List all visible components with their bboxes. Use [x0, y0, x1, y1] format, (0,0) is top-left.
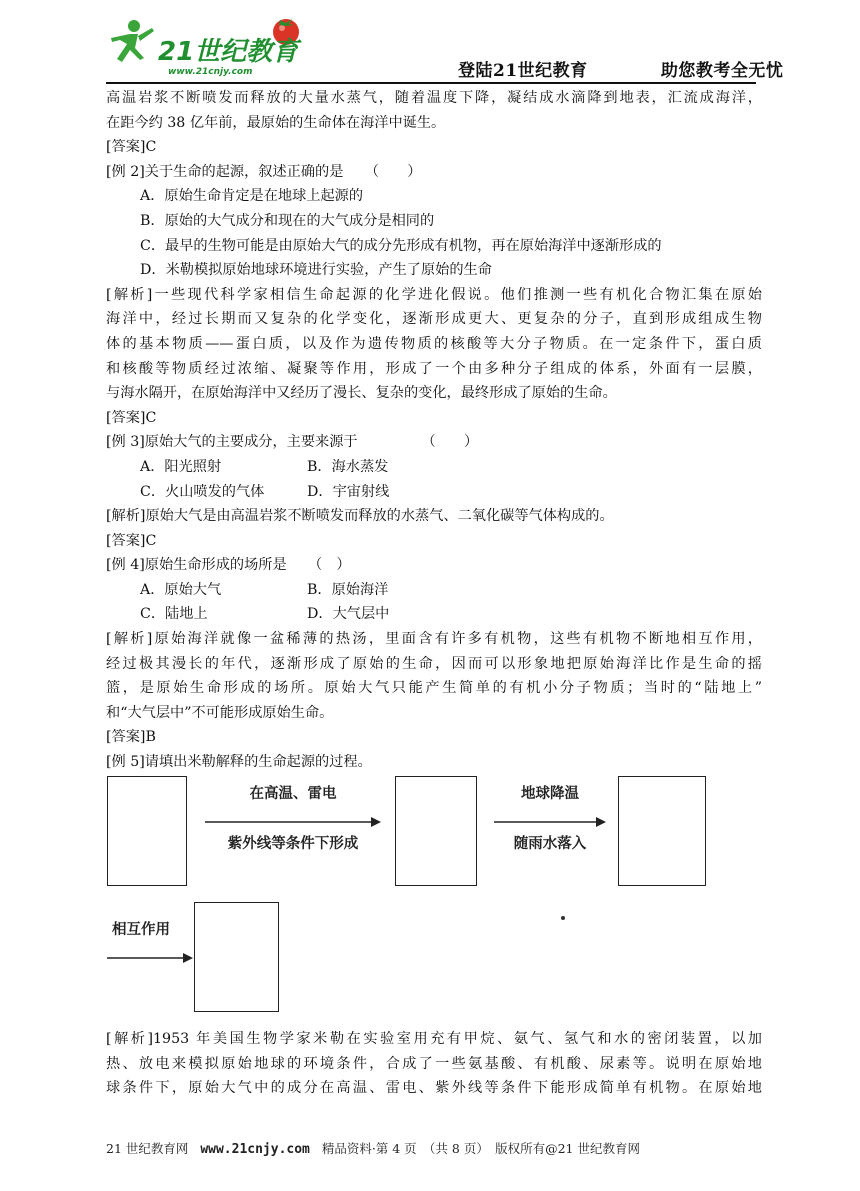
option-c: C．最早的生物可能是由原始大气的成分先形成有机物，再在原始海洋中逐渐形成的 [140, 237, 662, 254]
site-logo [108, 12, 308, 78]
logo-url: www.21cnjy.com [168, 67, 253, 77]
blank-box-3 [618, 776, 706, 886]
answer-line: [答案]C [106, 532, 157, 549]
running-figure-icon [111, 20, 154, 62]
explanation-line: [解析]原始大气是由高温岩浆不断喷发而释放的水蒸气、二氧化碳等气体构成的。 [106, 508, 614, 525]
options-row [106, 455, 762, 480]
page-footer [106, 1139, 640, 1157]
question-5: [例 5]请填出米勒解释的生命起源的过程。 [106, 754, 372, 771]
question-4: [例 4]原始生命形成的场所是 （ ） [106, 557, 351, 574]
content-upper [106, 86, 762, 775]
option-a: A．原始生命肯定是在地球上起源的 [140, 188, 364, 205]
options-row [106, 578, 762, 603]
blank-box-2 [395, 776, 477, 886]
question-3: [例 3]原始大气的主要成分，主要来源于 （ ） [106, 434, 479, 451]
answer-line: [答案]C [106, 139, 157, 156]
option-d: D．米勒模拟原始地球环境进行实验，产生了原始的生命 [140, 262, 492, 279]
arrow-2-top-label: 地球降温 [521, 786, 579, 802]
options-row [106, 602, 762, 627]
option-c: C．火山喷发的气体 [140, 483, 265, 500]
explanation-line: 体的基本物质——蛋白质，以及作为遗传物质的核酸等大分子物质。在一定条件下，蛋白质 [106, 335, 762, 352]
blank-box-1 [107, 776, 187, 886]
option-b: B．原始海洋 [307, 581, 389, 598]
text-line: 高温岩浆不断喷发而释放的大量水蒸气，随着温度下降，凝结成水滴降到地表，汇流成海洋， [106, 90, 762, 106]
arrow-1-bottom-label: 紫外线等条件下形成 [227, 836, 359, 852]
footer-site: 21 世纪教育网 [106, 1141, 189, 1156]
explanation-line: 球条件下，原始大气中的成分在高温、雷电、紫外线等条件下能形成简单有机物。在原始地 [106, 1080, 762, 1097]
option-a: A．原始大气 [140, 581, 222, 598]
option-b: B．海水蒸发 [307, 458, 389, 475]
explanation-line: [解析]一些现代科学家相信生命起源的化学进化假说。他们推测一些有机化合物汇集在原始 [106, 286, 762, 303]
right-arrow-icon [494, 816, 606, 828]
arrow-3-top-label: 相互作用 [112, 922, 170, 938]
explanation-line: 和核酸等物质经过浓缩、凝聚等作用，形成了一个由多种分子组成的体系，外面有一层膜， [106, 360, 762, 377]
explanation-line: 和“大气层中”不可能形成原始生命。 [106, 704, 334, 721]
answer-line: [答案]B [106, 729, 156, 746]
option-b: B．原始的大气成分和现在的大气成分是相同的 [140, 212, 435, 229]
explanation-line: 与海水隔开，在原始海洋中又经历了漫长、复杂的变化，最终形成了原始的生命。 [106, 385, 617, 402]
miller-process-diagram [0, 768, 860, 968]
blank-box-4 [194, 902, 279, 1012]
question-2: [例 2]关于生命的起源，叙述正确的是 （ ） [106, 163, 422, 180]
explanation-line: 热、放电来模拟原始地球的环境条件，合成了一些氨基酸、有机酸、尿素等。说明在原始地 [106, 1055, 762, 1072]
footer-url[interactable]: www.21cnjy.com [200, 1142, 310, 1157]
explanation-line: [解析]原始海洋就像一盆稀薄的热汤，里面含有许多有机物，这些有机物不断地相互作用， [106, 631, 762, 648]
header-divider [106, 82, 756, 84]
option-a: A．阳光照射 [140, 458, 222, 475]
options-row [106, 480, 762, 505]
right-arrow-icon [205, 816, 381, 828]
page-header [0, 0, 860, 84]
right-arrow-icon [107, 952, 193, 964]
explanation-line: 海洋中，经过长期而又复杂的化学变化，逐渐形成更大、更复杂的分子，直到形成组成生物 [106, 311, 762, 328]
text-line: 在距今约 38 亿年前，最原始的生命体在海洋中诞生。 [106, 114, 446, 131]
logo-text: 21世纪教育 [158, 37, 299, 67]
arrow-1-top-label: 在高温、雷电 [249, 786, 337, 802]
header-slogan: 登陆21世纪教育 助您教考全无忧 [458, 61, 784, 81]
explanation-line: 篮，是原始生命形成的场所。原始大气只能产生简单的有机小分子物质；当时的“陆地上” [106, 680, 762, 697]
explanation-line: [解析]1953 年美国生物学家米勒在实验室用充有甲烷、氨气、氢气和水的密闭装置，以加 [106, 1031, 762, 1047]
stray-dot [561, 916, 565, 920]
footer-info: 精品资料·第 4 页 （共 8 页） 版权所有@21 世纪教育网 [321, 1141, 640, 1156]
arrow-2-bottom-label: 随雨水落入 [513, 836, 587, 852]
option-d: D．大气层中 [307, 606, 390, 623]
explanation-line: 经过极其漫长的年代，逐渐形成了原始的生命，因而可以形象地把原始海洋比作是生命的摇 [106, 655, 762, 672]
content-lower [106, 1027, 762, 1101]
option-c: C．陆地上 [140, 606, 208, 623]
answer-line: [答案]C [106, 409, 157, 426]
option-d: D．宇宙射线 [307, 483, 390, 500]
